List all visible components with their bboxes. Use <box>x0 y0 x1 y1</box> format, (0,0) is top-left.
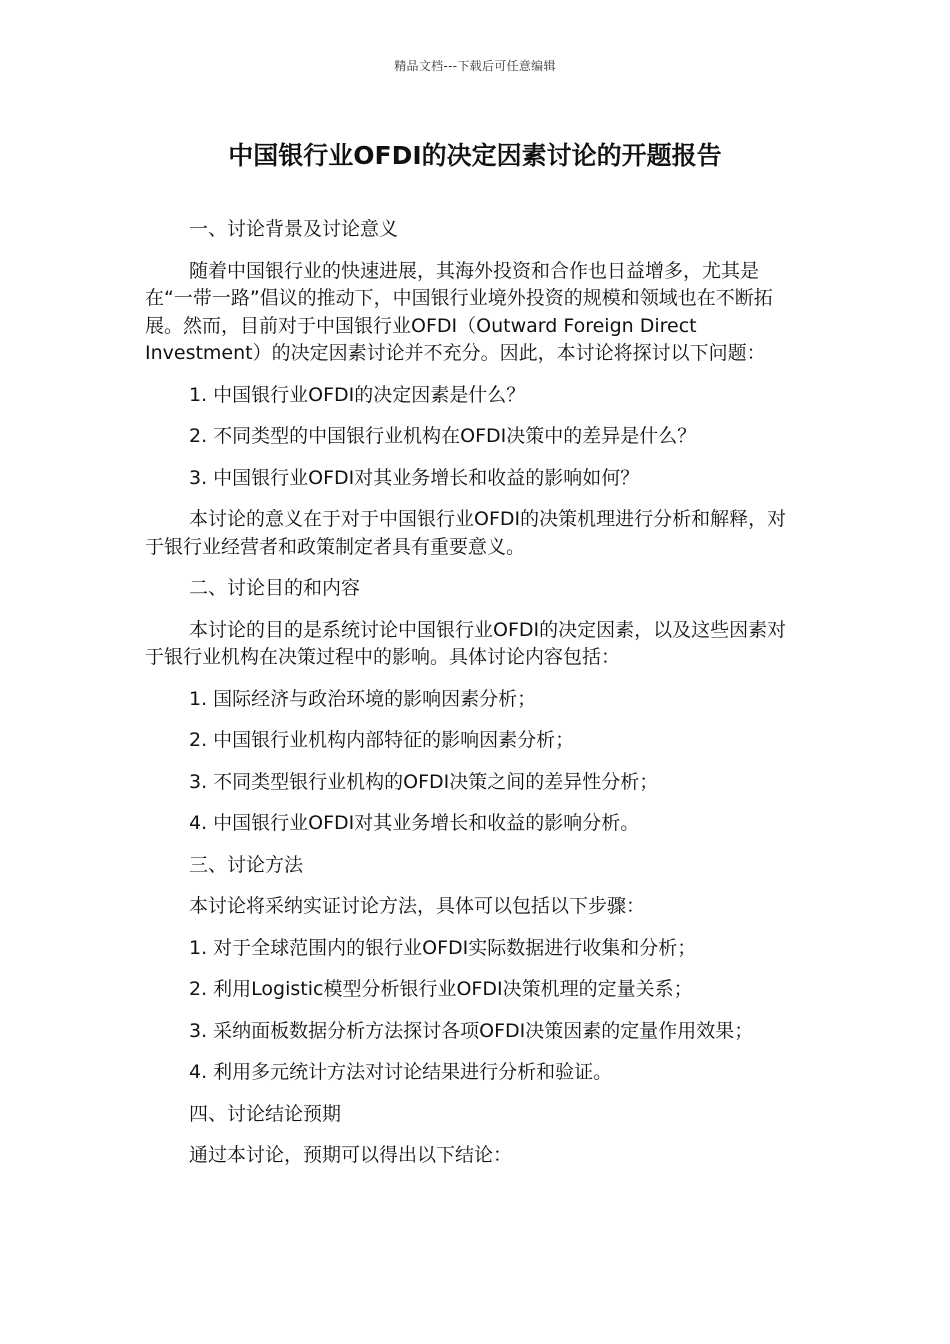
list-item: 3. 中国银行业OFDI对其业务增长和收益的影响如何？ <box>189 466 640 489</box>
paragraph-significance: 本讨论的意义在于对于中国银行业OFDI的决策机理进行分析和解释，对于银行业经营者和政策制定者具有重要意义。 <box>145 508 787 558</box>
document-title: 中国银行业OFDI的决定因素讨论的开题报告 <box>228 141 722 170</box>
list-item: 1. 对于全球范围内的银行业OFDI实际数据进行收集和分析； <box>189 936 697 959</box>
list-item: 4. 利用多元统计方法对讨论结果进行分析和验证。 <box>189 1061 613 1083</box>
page-watermark: 精品文档---下载后可任意编辑 <box>394 59 556 73</box>
paragraph-method-intro: 本讨论将采纳实证讨论方法，具体可以包括以下步骤： <box>189 895 646 917</box>
paragraph-background-intro: 随着中国银行业的快速进展，其海外投资和合作也日益增多，尤其是在“一带一路”倡议的推动下，中国银行业境外投资的规模和领域也在不断拓展。然而，目前对于中国银行业OFDI（Outward Foreign Direct Investment）的决定因素讨论并不充分。因此，本讨论将探讨以下问题： <box>145 259 773 364</box>
list-item: 2. 中国银行业机构内部特征的影响因素分析； <box>189 729 575 751</box>
section-heading-purpose: 二、讨论目的和内容 <box>189 577 361 599</box>
section-heading-method: 三、讨论方法 <box>189 853 304 876</box>
document-body <box>145 216 805 1184</box>
list-item: 1. 国际经济与政治环境的影响因素分析； <box>189 687 537 710</box>
list-item: 1. 中国银行业OFDI的决定因素是什么？ <box>189 383 526 406</box>
paragraph-conclusions-intro: 通过本讨论，预期可以得出以下结论： <box>189 1144 513 1166</box>
section-heading-expected-conclusions: 四、讨论结论预期 <box>189 1102 342 1125</box>
paragraph-purpose-intro: 本讨论的目的是系统讨论中国银行业OFDI的决定因素，以及这些因素对于银行业机构在决策过程中的影响。具体讨论内容包括： <box>145 618 787 668</box>
list-item: 3. 采纳面板数据分析方法探讨各项OFDI决策因素的定量作用效果； <box>189 1019 754 1042</box>
list-item: 4. 中国银行业OFDI对其业务增长和收益的影响分析。 <box>189 812 640 834</box>
list-item: 3. 不同类型银行业机构的OFDI决策之间的差异性分析； <box>189 770 659 793</box>
list-item: 2. 不同类型的中国银行业机构在OFDI决策中的差异是什么？ <box>189 425 697 447</box>
section-heading-background: 一、讨论背景及讨论意义 <box>189 218 399 240</box>
list-item: 2. 利用Logistic模型分析银行业OFDI决策机理的定量关系； <box>189 978 693 1000</box>
